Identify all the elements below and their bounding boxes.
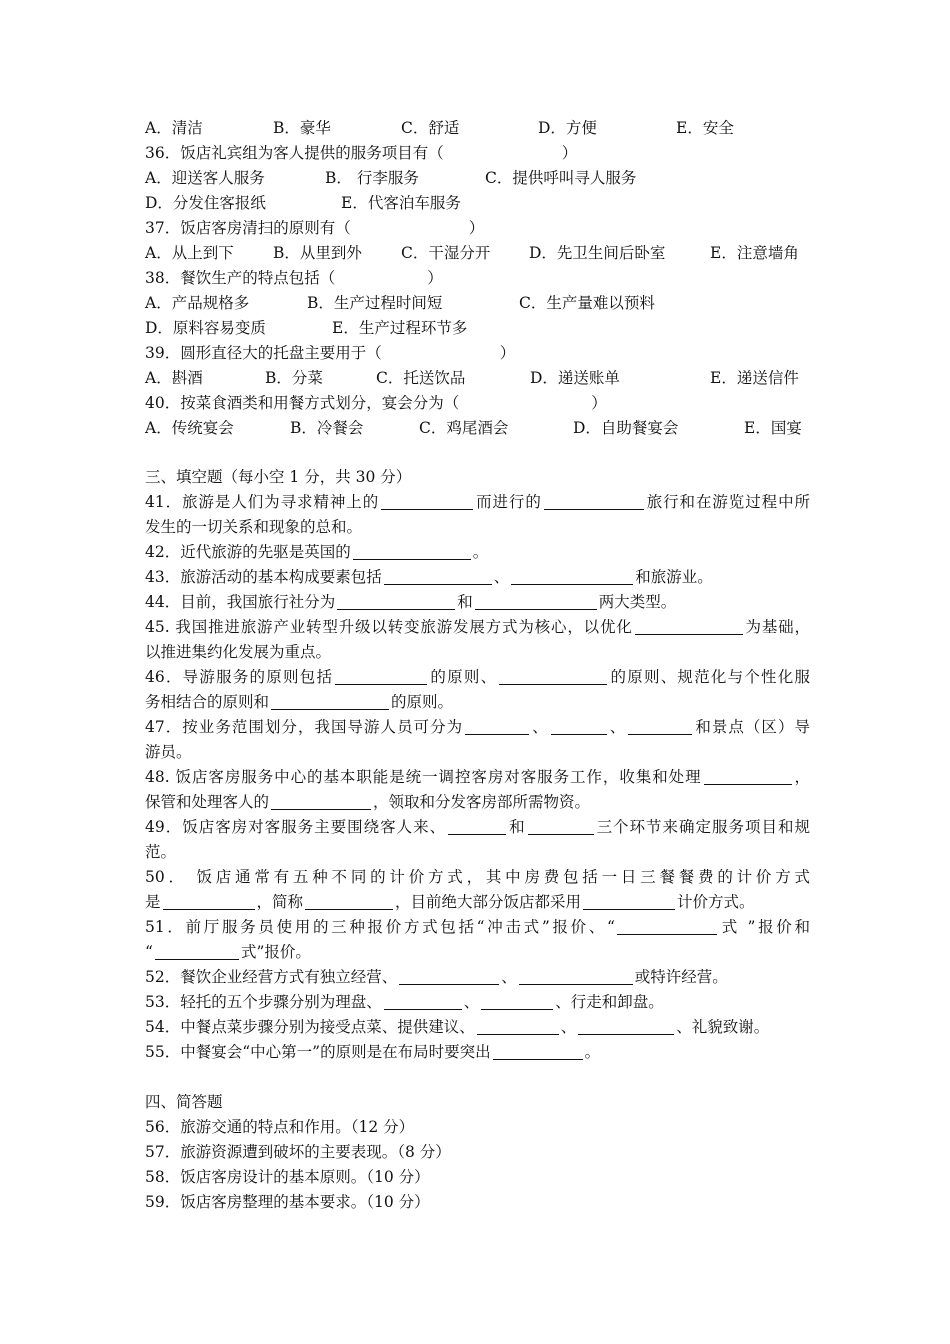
q39-options <box>145 366 810 390</box>
fill-blank[interactable] <box>448 816 506 835</box>
option: E．生产过程环节多 <box>332 319 468 337</box>
option: C．舒适 <box>401 119 460 137</box>
question-38: 38．餐饮生产的特点包括（ ） <box>145 269 443 287</box>
fill-blank[interactable] <box>519 966 633 985</box>
fill-blank[interactable] <box>578 1016 674 1035</box>
question-49-line1: 49．饭店客房对客服务主要围绕客人来、 和 三个环节来确定服务项目和规 <box>145 818 810 836</box>
question-46-line1: 46．导游服务的原则包括 的原则、 的原则、规范化与个性化服 <box>145 668 810 686</box>
q37-options <box>145 241 810 265</box>
question-54: 54．中餐点菜步骤分别为接受点菜、提供建议、 、 、礼貌致谢。 <box>145 1018 770 1036</box>
option: C．生产量难以预料 <box>519 294 655 312</box>
option: D．先卫生间后卧室 <box>529 244 666 262</box>
question-53: 53．轻托的五个步骤分别为理盘、 、 、行走和卸盘。 <box>145 993 664 1011</box>
option: E．注意墙角 <box>710 244 799 262</box>
fill-blank[interactable] <box>583 891 675 910</box>
question-39: 39．圆形直径大的托盘主要用于（ ） <box>145 344 516 362</box>
question-51-line2: “ 式”报价。 <box>145 943 311 961</box>
fill-blank[interactable] <box>477 1016 559 1035</box>
fill-blank[interactable] <box>271 691 389 710</box>
question-43: 43．旅游活动的基本构成要素包括 、 和旅游业。 <box>145 568 713 586</box>
fill-blank[interactable] <box>704 766 792 785</box>
question-55: 55．中餐宴会“中心第一”的原则是在布局时要突出 。 <box>145 1043 601 1061</box>
question-44: 44．目前，我国旅行社分为 和 两大类型。 <box>145 593 677 611</box>
question-36: 36．饭店礼宾组为客人提供的服务项目有（ ） <box>145 144 578 162</box>
question-48-line2: 保管和处理客人的 ，领取和分发客房部所需物资。 <box>145 793 591 811</box>
fill-blank[interactable] <box>399 966 499 985</box>
fill-blank[interactable] <box>617 916 717 935</box>
option: C．提供呼叫寻人服务 <box>485 169 637 187</box>
fill-blank[interactable] <box>635 616 743 635</box>
fill-blank[interactable] <box>475 591 597 610</box>
question-56: 56．旅游交通的特点和作用。（12 分） <box>145 1118 415 1136</box>
fill-blank[interactable] <box>353 541 471 560</box>
option: C．干湿分开 <box>401 244 491 262</box>
option: B．从里到外 <box>273 244 362 262</box>
question-45-line1: 45. 我国推进旅游产业转型升级以转变旅游发展方式为核心，以优化 为基础， <box>145 618 810 636</box>
option: E．递送信件 <box>710 369 799 387</box>
question-59: 59．饭店客房整理的基本要求。（10 分） <box>145 1193 430 1211</box>
fill-blank[interactable] <box>551 716 607 735</box>
q38-options-row1 <box>145 291 810 315</box>
option: B．冷餐会 <box>290 419 364 437</box>
option: C．鸡尾酒会 <box>419 419 509 437</box>
fill-blank[interactable] <box>163 891 255 910</box>
fill-blank[interactable] <box>528 816 594 835</box>
option: D．分发住客报纸 <box>145 194 266 212</box>
q36-options-row1 <box>145 166 810 190</box>
fill-blank[interactable] <box>271 791 371 810</box>
question-41-line2: 发生的一切关系和现象的总和。 <box>145 518 363 536</box>
option: A．迎送客人服务 <box>145 169 265 187</box>
fill-blank[interactable] <box>511 566 633 585</box>
fill-blank[interactable] <box>493 1041 583 1060</box>
question-49-line2: 范。 <box>145 843 177 861</box>
option: A．清洁 <box>145 119 203 137</box>
option: E．安全 <box>676 119 734 137</box>
option: D．自助餐宴会 <box>573 419 679 437</box>
q38-options-row2 <box>145 316 810 340</box>
question-57: 57．旅游资源遭到破坏的主要表现。（8 分） <box>145 1143 451 1161</box>
fill-blank[interactable] <box>305 891 393 910</box>
option: A．斟酒 <box>145 369 203 387</box>
question-41-line1: 41．旅游是人们为寻求精神上的 而进行的 旅行和在游览过程中所 <box>145 493 810 511</box>
q36-options-row2 <box>145 191 810 215</box>
question-42: 42．近代旅游的先驱是英国的 。 <box>145 543 489 561</box>
question-37: 37．饭店客房清扫的原则有（ ） <box>145 219 485 237</box>
fill-blank[interactable] <box>499 666 607 685</box>
question-51-line1: 51．前厅服务员使用的三种报价方式包括“冲击式”报价、“ 式 ”报价和 <box>145 918 811 936</box>
fill-blank[interactable] <box>335 666 427 685</box>
question-58: 58．饭店客房设计的基本原则。（10 分） <box>145 1168 430 1186</box>
fill-blank[interactable] <box>481 991 553 1010</box>
question-47-line1: 47．按业务范围划分，我国导游人员可分为 、 、 和景点（区）导 <box>145 718 810 736</box>
option: A．传统宴会 <box>145 419 234 437</box>
fill-blank[interactable] <box>544 491 644 510</box>
question-40: 40．按菜食酒类和用餐方式划分，宴会分为（ ） <box>145 394 607 412</box>
option: B．分菜 <box>265 369 323 387</box>
option: D．原料容易变质 <box>145 319 266 337</box>
question-47-line2: 游员。 <box>145 743 192 761</box>
question-46-line2: 务相结合的原则和 的原则。 <box>145 693 454 711</box>
fill-blank[interactable] <box>384 991 462 1010</box>
question-50-line1: 50． 饭店通常有五种不同的计价方式，其中房费包括一日三餐餐费的计价方式 <box>145 868 810 886</box>
fill-blank[interactable] <box>155 941 239 960</box>
question-45-line2: 以推进集约化发展为重点。 <box>145 643 332 661</box>
fill-blank[interactable] <box>381 491 473 510</box>
question-52: 52．餐饮企业经营方式有独立经营、 、 或特许经营。 <box>145 968 728 986</box>
option: B．生产过程时间短 <box>307 294 443 312</box>
option: A．从上到下 <box>145 244 234 262</box>
fill-blank[interactable] <box>384 566 492 585</box>
option: B．豪华 <box>273 119 331 137</box>
section-3-title: 三、填空题（每小空 1 分，共 30 分） <box>145 468 412 486</box>
question-48-line1: 48. 饭店客房服务中心的基本职能是统一调控客房对客服务工作，收集和处理 ， <box>145 768 810 786</box>
fill-blank[interactable] <box>628 716 692 735</box>
question-50-line2: 是 ，简称 ，目前绝大部分饭店都采用 计价方式。 <box>145 893 755 911</box>
q40-options <box>145 416 810 440</box>
option: E．代客泊车服务 <box>341 194 461 212</box>
fill-blank[interactable] <box>337 591 455 610</box>
option: B． 行李服务 <box>325 169 419 187</box>
option: C．托送饮品 <box>376 369 466 387</box>
option: D．方便 <box>538 119 597 137</box>
option: E．国宴 <box>744 419 802 437</box>
q35-options <box>145 116 810 140</box>
section-4-title: 四、简答题 <box>145 1093 223 1111</box>
option: D．递送账单 <box>530 369 620 387</box>
option: A．产品规格多 <box>145 294 250 312</box>
fill-blank[interactable] <box>465 716 529 735</box>
